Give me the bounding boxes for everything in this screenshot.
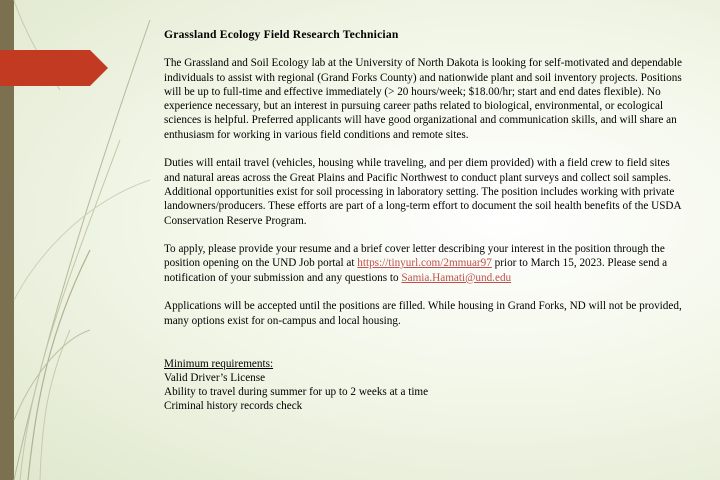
deadline-paragraph: Applications will be accepted until the positions are filled. While housing in Grand Forks, ND will not be provided, many options exist for on-campus and local housing.: [164, 300, 682, 327]
spacer: [164, 342, 684, 356]
red-arrow-banner: [0, 50, 108, 86]
job-posting: [164, 28, 684, 414]
requirement-item: Ability to travel during summer for up to 2 weeks at a time: [164, 386, 429, 399]
requirement-item: Valid Driver’s License: [164, 371, 266, 384]
intro-paragraph: The Grassland and Soil Ecology lab at the University of North Dakota is looking for self-motivated and dependable individuals to assist with regional (Grand Forks County) and nationwide plant and soil inventory projects. Positions will be up to full-time and effective immediately (> 20 hours/week; $18.00/hr; start and end dates flexible). No experience necessary, but an interest in pursuing career paths related to biological, environmental, or ecological sciences is helpful. Preferred applicants will have good organizational and communication skills, and will share an enthusiasm for working in various field conditions and remote sites.: [164, 57, 682, 141]
contact-email-link[interactable]: Samia.Hamati@und.edu: [401, 271, 512, 284]
requirement-item: Criminal history records check: [164, 400, 303, 413]
job-portal-link[interactable]: https://tinyurl.com/2mmuar97: [357, 257, 492, 270]
apply-text-start: To apply, please provide your resume and a brief cover letter describing your interest in the position through the position opening on the UND Job portal at: [164, 243, 665, 270]
apply-paragraph: [164, 242, 684, 285]
page-title: Grassland Ecology Field Research Technician: [164, 28, 399, 41]
requirements-heading: Minimum requirements:: [164, 357, 274, 370]
apply-text-middle: prior to March 15, 2023. Please send a notification of your submission and any questions to: [164, 257, 668, 284]
duties-paragraph: Duties will entail travel (vehicles, housing while traveling, and per diem provided) with a field crew to field sites and natural areas across the Great Plains and Pacific Northwest to conduct plant surveys and collect soil samples. Additional opportunities exist for soil processing in laboratory setting. The position includes working with private landowners/producers. These efforts are part of a long-term effort to document the soil health benefits of the USDA Conservation Reserve Program.: [164, 157, 681, 227]
requirements-section: [164, 357, 684, 414]
